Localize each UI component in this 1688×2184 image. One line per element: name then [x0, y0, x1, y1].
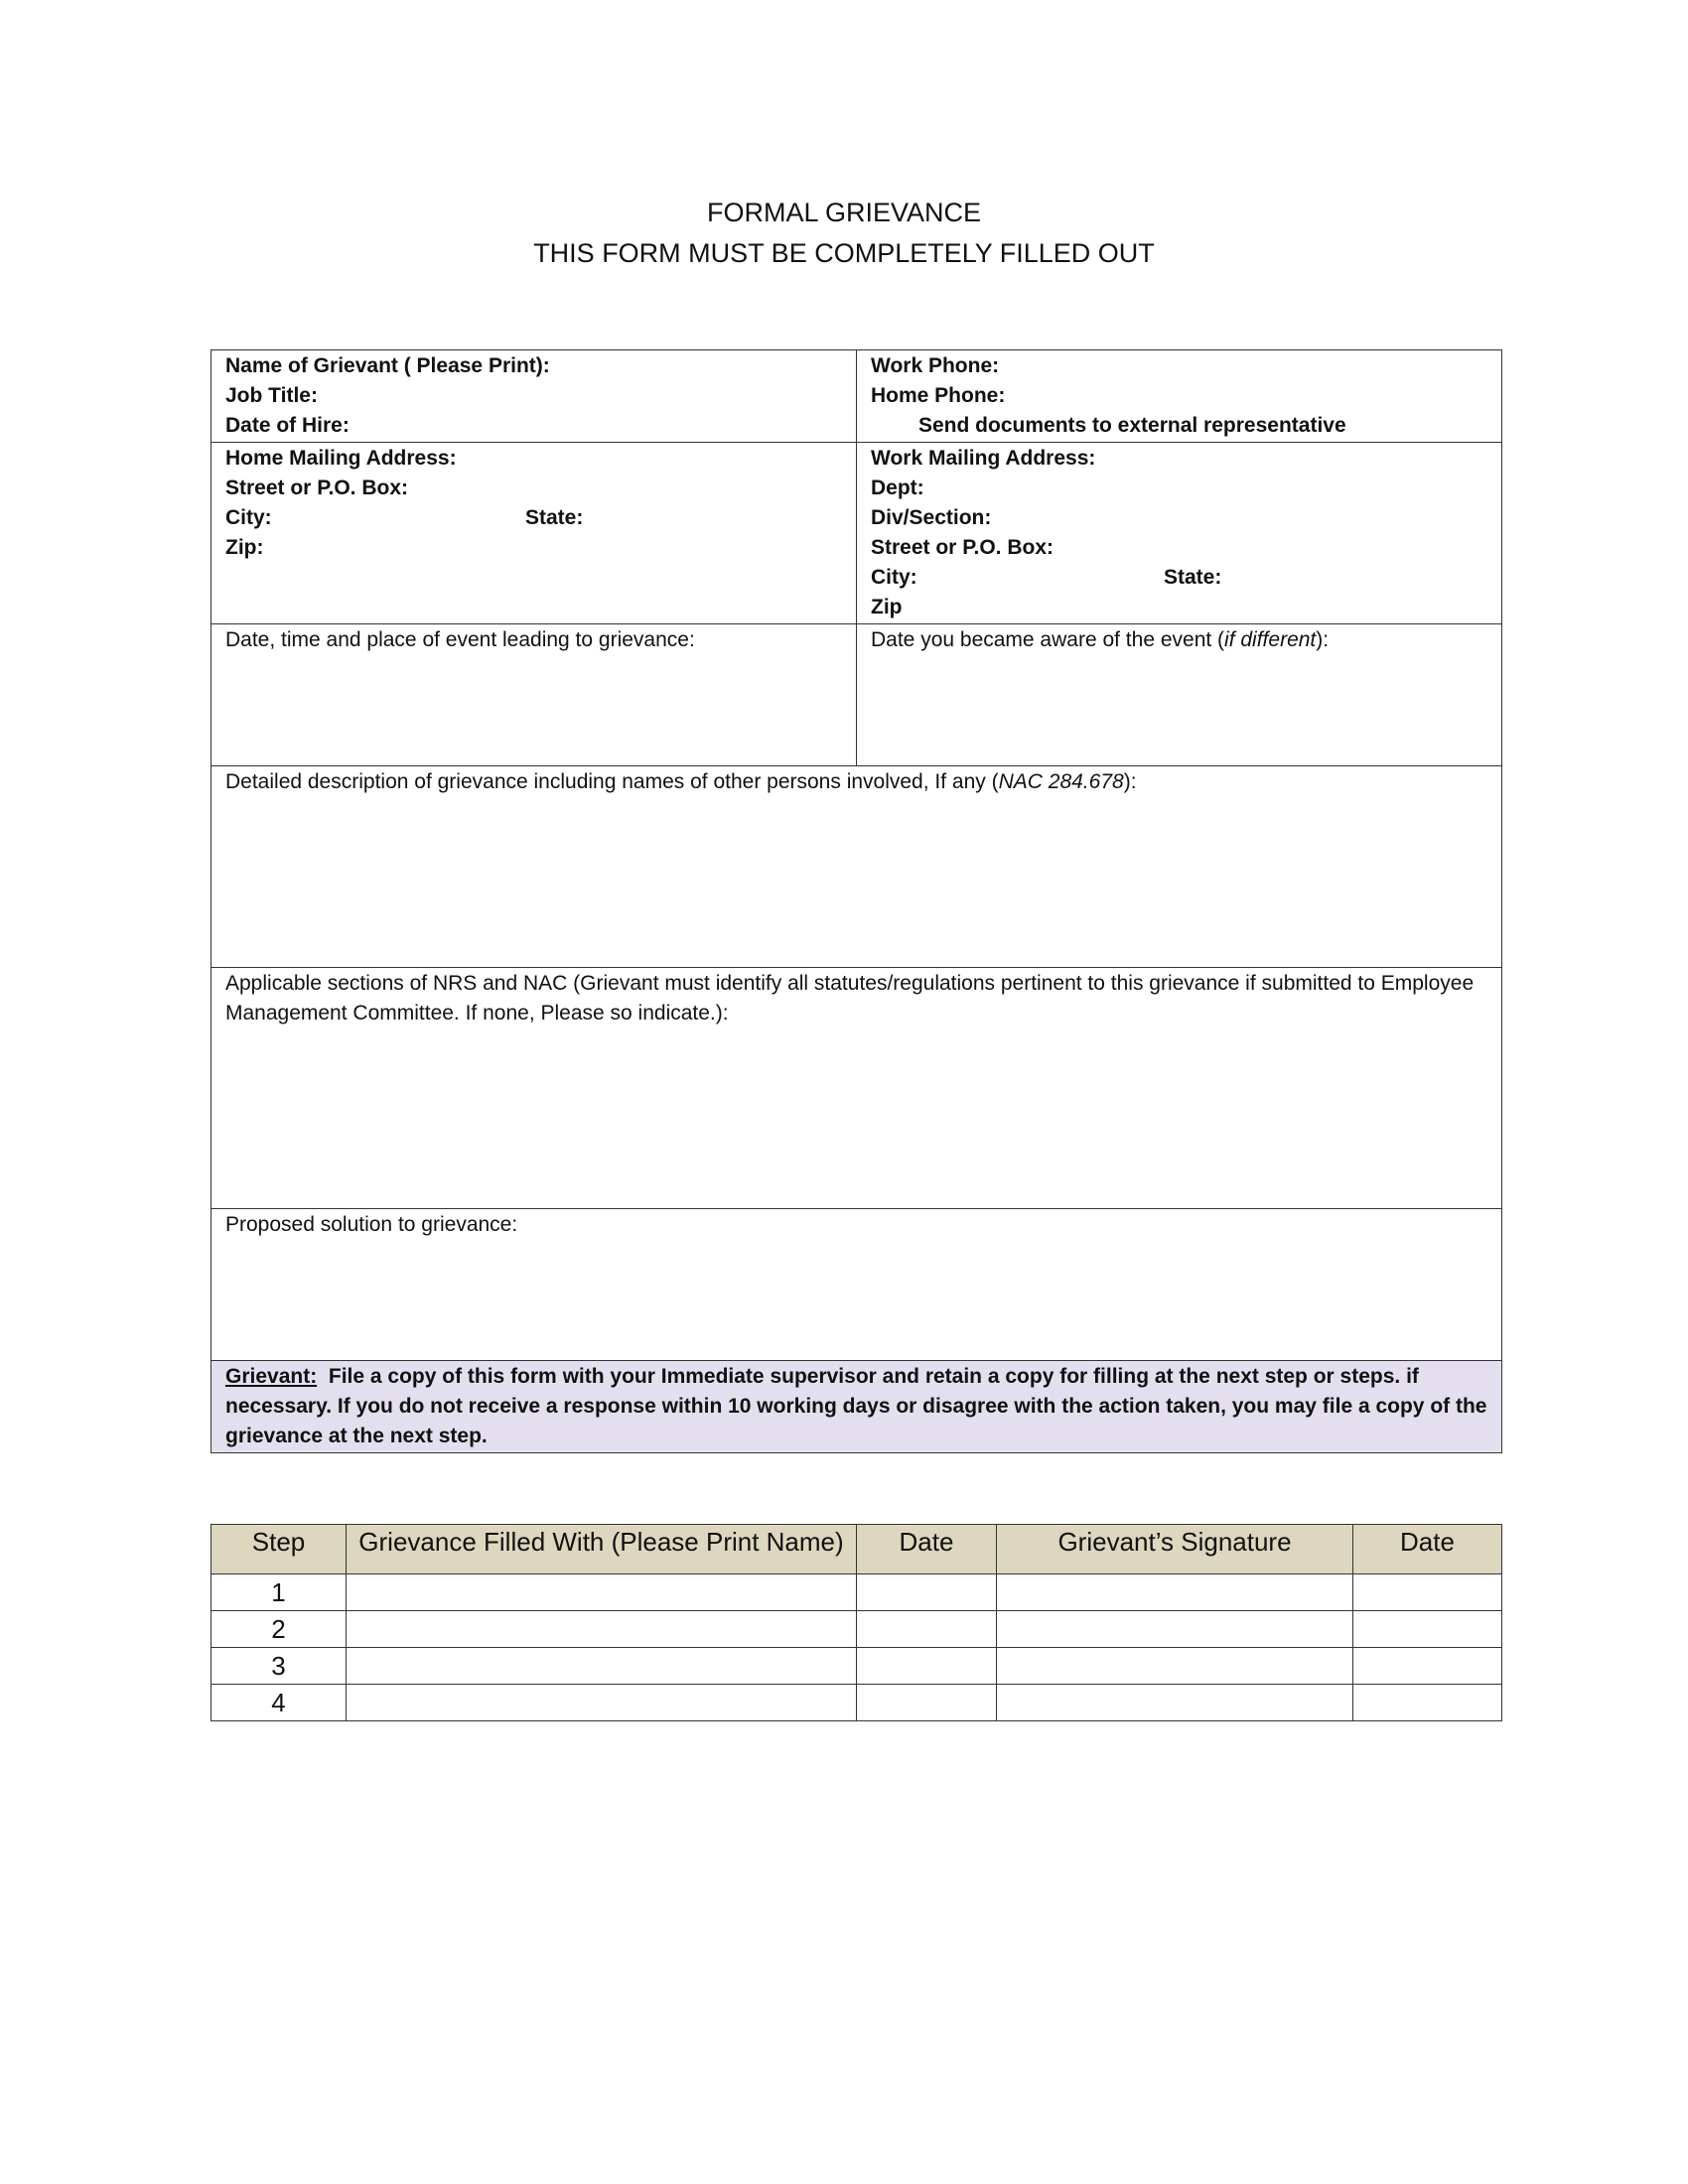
solution-label: Proposed solution to grievance: — [225, 1213, 518, 1236]
step-number: 1 — [211, 1574, 347, 1611]
table-row — [211, 1685, 1502, 1721]
work-dept-label: Dept: — [871, 477, 924, 499]
date-header-2: Date — [1353, 1525, 1502, 1574]
applicable-sections-cell[interactable] — [211, 968, 1502, 1209]
form-subtitle: THIS FORM MUST BE COMPLETELY FILLED OUT — [533, 238, 1155, 268]
home-phone-label: Home Phone: — [871, 384, 1006, 407]
date-cell[interactable] — [857, 1611, 997, 1648]
notice-row — [211, 1361, 1502, 1453]
grievance-form-table — [211, 349, 1502, 1453]
filed-with-cell[interactable] — [347, 1685, 857, 1721]
solution-cell[interactable] — [211, 1209, 1502, 1361]
signature-cell[interactable] — [997, 1611, 1353, 1648]
signature-cell[interactable] — [997, 1574, 1353, 1611]
event-date-place-cell[interactable] — [211, 624, 857, 766]
applicable-sections-row — [211, 968, 1502, 1209]
signature-header: Grievant’s Signature — [997, 1525, 1353, 1574]
work-address-heading: Work Mailing Address: — [871, 447, 1096, 470]
grievant-name-label: Name of Grievant ( Please Print): — [225, 354, 550, 377]
description-label: Detailed description of grievance including names of other persons involved, If any (NAC 284.678): — [225, 770, 1137, 793]
work-state-label: State: — [1164, 566, 1222, 589]
home-city-state-line — [225, 503, 842, 533]
work-city-state-line — [871, 563, 1487, 593]
step-number: 4 — [211, 1685, 347, 1721]
date-cell-2[interactable] — [1353, 1574, 1502, 1611]
date-cell-2[interactable] — [1353, 1611, 1502, 1648]
notice-lead: Grievant: — [225, 1365, 318, 1388]
solution-row — [211, 1209, 1502, 1361]
table-row — [211, 1648, 1502, 1685]
work-div-label: Div/Section: — [871, 506, 992, 529]
grievant-identity-cell[interactable] — [211, 350, 857, 443]
filed-with-header: Grievance Filled With (Please Print Name) — [347, 1525, 857, 1574]
form-heading — [0, 193, 1688, 274]
grievant-phone-cell[interactable] — [857, 350, 1502, 443]
event-date-place-label: Date, time and place of event leading to grievance: — [225, 628, 695, 651]
work-phone-label: Work Phone: — [871, 354, 1000, 377]
filed-with-cell[interactable] — [347, 1611, 857, 1648]
filed-with-cell[interactable] — [347, 1648, 857, 1685]
date-cell-2[interactable] — [1353, 1685, 1502, 1721]
table-row — [211, 1611, 1502, 1648]
work-street-label: Street or P.O. Box: — [871, 536, 1054, 559]
work-address-cell[interactable] — [857, 443, 1502, 624]
description-row — [211, 766, 1502, 968]
date-of-hire-label: Date of Hire: — [225, 414, 350, 437]
date-cell[interactable] — [857, 1648, 997, 1685]
description-cell[interactable] — [211, 766, 1502, 968]
step-number: 2 — [211, 1611, 347, 1648]
steps-header-row — [211, 1525, 1502, 1574]
home-address-heading: Home Mailing Address: — [225, 447, 457, 470]
send-documents-label[interactable]: Send documents to external representative — [918, 414, 1346, 437]
notice-text: File a copy of this form with your Immediate supervisor and retain a copy for filling at the next step or steps. if necessary. If you do not receive a response within 10 working days or disagree with the action taken, you may file a copy of the grievance at the next step. — [225, 1365, 1493, 1447]
home-zip-label: Zip: — [225, 536, 264, 559]
job-title-label: Job Title: — [225, 384, 318, 407]
signature-cell[interactable] — [997, 1685, 1353, 1721]
filed-with-cell[interactable] — [347, 1574, 857, 1611]
table-row — [211, 1574, 1502, 1611]
date-cell[interactable] — [857, 1574, 997, 1611]
date-cell-2[interactable] — [1353, 1648, 1502, 1685]
event-row — [211, 624, 1502, 766]
grievant-info-row — [211, 350, 1502, 443]
applicable-sections-label: Applicable sections of NRS and NAC (Grievant must identify all statutes/regulations pertinent to this grievance if submitted to Employee Management Committee. If none, Please so indicate.): — [225, 972, 1475, 1024]
form-title: FORMAL GRIEVANCE — [706, 198, 982, 227]
home-address-cell[interactable] — [211, 443, 857, 624]
address-row — [211, 443, 1502, 624]
signature-cell[interactable] — [997, 1648, 1353, 1685]
grievant-notice — [211, 1361, 1502, 1453]
work-zip-label: Zip — [871, 596, 903, 618]
date-cell[interactable] — [857, 1685, 997, 1721]
step-header: Step — [211, 1525, 347, 1574]
step-number: 3 — [211, 1648, 347, 1685]
steps-table — [211, 1524, 1502, 1721]
home-state-label: State: — [525, 506, 584, 529]
home-city-label: City: — [225, 506, 272, 529]
aware-date-label: Date you became aware of the event (if different): — [871, 628, 1330, 651]
home-street-label: Street or P.O. Box: — [225, 477, 408, 499]
work-city-label: City: — [871, 566, 917, 589]
date-header: Date — [857, 1525, 997, 1574]
event-aware-date-cell[interactable] — [857, 624, 1502, 766]
